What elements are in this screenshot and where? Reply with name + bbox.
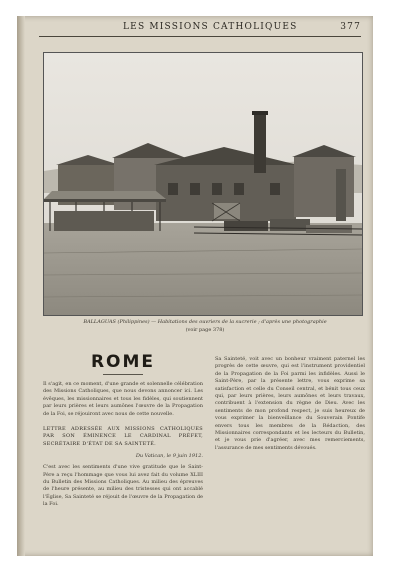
right-column	[215, 346, 365, 452]
left-column	[43, 346, 203, 509]
photo-caption-line1: BALLAGUAS (Philippines) — Habitations des ouvriers de la sucrerie ; d'après une photographie	[83, 319, 327, 325]
heading-rule	[103, 374, 143, 375]
left-body-paragraph: C'est avec les sentiments d'une vive gratitude que le Saint-Père a reçu l'hommage que vous lui avez fait du volume XLIII du Bulletin des Missions Catholiques. Au milieu des épreuves de l'heure présente, au milieu des tristesses qui ont accablé l'Église, Sa Sainteté se réjouit de l'œuvre de la Propagation de la Foi.	[43, 464, 203, 508]
header-rule	[39, 36, 361, 37]
running-title: LES MISSIONS CATHOLIQUES	[123, 22, 298, 32]
scanned-page	[17, 16, 373, 556]
letter-title: LETTRE ADRESSÉE AUX MISSIONS CATHOLIQUES PAR SON ÉMINENCE LE CARDINAL PRÉFET, SECRÉTAIRE D'ÉTAT DE SA SAINTETÉ.	[43, 426, 203, 447]
page-number: 377	[340, 22, 361, 32]
photo-caption-line2: (voir page 378)	[185, 327, 225, 333]
running-header	[39, 22, 361, 36]
factory-photograph	[43, 52, 363, 316]
section-heading: ROME	[90, 352, 156, 372]
right-body-paragraph: Sa Sainteté, voit avec un bonheur vraiment paternel les progrès de cette œuvre, qui est l'instrument providentiel de la Propagation de la Foi parmi les infidèles. Aussi le Saint-Père, par la présente lettre, vous exprime sa satisfaction et celle du Conseil central, et bénit tous ceux qui, par leurs prières, leurs aumônes et leurs travaux, contribuent à l'extension du règne de Dieu. Avec les sentiments de mon profond respect, je suis heureux de vous exprimer la bienveillance du Souverain Pontife envers tous les membres de la Rédaction, des Missionnaires correspondants et les lecteurs du Bulletin, et je vous prie d'agréer, avec mes remerciements, l'assurance de mes sentiments dévoués.	[215, 356, 365, 451]
intro-paragraph: Il s'agit, en ce moment, d'une grande et solennelle célébration des Missions Catholiques, que nous devons annoncer ici. Les évêques, les missionnaires et tous les fidèles, qui soutiennent par leurs prières et leurs aumônes l'œuvre de la Propagation de la Foi, se réjouiront avec nous de cette nouvelle.	[43, 381, 203, 417]
letter-dateline: Du Vatican, le 9 juin 1912.	[135, 453, 203, 460]
